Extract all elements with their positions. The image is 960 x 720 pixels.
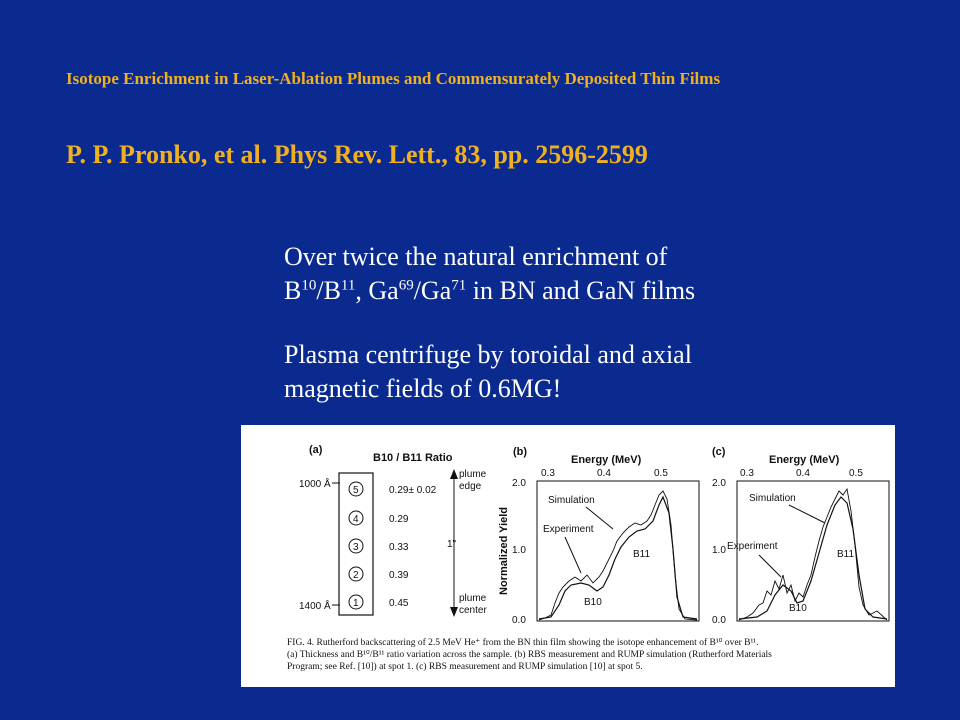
panel-c-b11-label: B11 bbox=[837, 549, 855, 560]
enrichment-point: Over twice the natural enrichment of $B^{10}/B^{11}$, Ga$^{69}$/Ga$^{71}$ in BN and GaN films bbox=[284, 242, 696, 305]
plume-center-1: plume bbox=[459, 593, 487, 604]
b-y-2.0: 2.0 bbox=[512, 478, 526, 489]
caption-line-3: Program; see Ref. [10]) at spot 1. (c) RBS measurement and RUMP simulation [10] at spot 5. bbox=[287, 662, 643, 672]
caption-line-2: (a) Thickness and B¹⁰/B¹¹ ratio variation across the sample. (b) RBS measurement and RUMP simulation (Rutherford Materials bbox=[287, 650, 772, 660]
svg-text:0.29: 0.29 bbox=[389, 514, 409, 525]
svg-text:0.45: 0.45 bbox=[389, 598, 409, 609]
y-axis-label: Normalized Yield bbox=[498, 506, 510, 595]
spot-1 bbox=[349, 595, 409, 609]
spot-3 bbox=[349, 539, 409, 553]
svg-text:0.39: 0.39 bbox=[389, 570, 409, 581]
citation: P. P. Pronko, et al. Phys Rev. Lett., 83, pp. 2596-2599 bbox=[66, 140, 648, 169]
b-y-1.0: 1.0 bbox=[512, 545, 526, 556]
thickness-bottom: 1400 Å bbox=[299, 601, 331, 612]
panel-c-experiment-label: Experiment bbox=[727, 541, 778, 552]
panel-c-simulation-pointer bbox=[789, 505, 825, 523]
spot-2 bbox=[349, 567, 409, 581]
plume-edge-2: edge bbox=[459, 481, 482, 492]
panel-b-experiment-pointer bbox=[565, 537, 581, 573]
svg-text:4: 4 bbox=[353, 514, 359, 525]
panel-b-energy-title: Energy (MeV) bbox=[571, 454, 642, 466]
panel-c-experiment-pointer bbox=[759, 555, 781, 577]
panel-c-experiment-curve bbox=[739, 489, 887, 620]
paper-figure bbox=[241, 425, 895, 687]
plume-arrow-up bbox=[450, 469, 458, 479]
c-energy-0.5: 0.5 bbox=[849, 468, 863, 479]
panel-b-experiment-label: Experiment bbox=[543, 524, 594, 535]
c-y-1.0: 1.0 bbox=[712, 545, 726, 556]
panel-b-b10-label: B10 bbox=[584, 597, 602, 608]
c-y-0.0: 0.0 bbox=[712, 615, 726, 626]
centrifuge-point bbox=[284, 338, 844, 406]
centrifuge-line-1: Plasma centrifuge by toroidal and axial bbox=[284, 340, 692, 369]
svg-text:5: 5 bbox=[353, 485, 359, 496]
plume-edge-1: plume bbox=[459, 469, 487, 480]
spot-5 bbox=[349, 482, 437, 496]
panel-b-label: (b) bbox=[513, 446, 528, 458]
svg-text:2: 2 bbox=[353, 570, 359, 581]
plume-arrow-down bbox=[450, 607, 458, 617]
caption-line-1: FIG. 4. Rutherford backscattering of 2.5 MeV He⁺ from the BN thin film showing the isotope enhancement of B¹⁰ over B¹¹. bbox=[287, 638, 759, 648]
panel-c-b10-label: B10 bbox=[789, 603, 807, 614]
b-y-0.0: 0.0 bbox=[512, 615, 526, 626]
slide-title: Isotope Enrichment in Laser-Ablation Plumes and Commensurately Deposited Thin Films bbox=[66, 69, 721, 88]
scale-label: 1" bbox=[447, 539, 457, 550]
svg-text:1: 1 bbox=[353, 598, 359, 609]
spot-4 bbox=[349, 511, 409, 525]
b-energy-0.5: 0.5 bbox=[654, 468, 668, 479]
panel-b-experiment-curve bbox=[539, 491, 697, 620]
enrichment-line-1: Over twice the natural enrichment of bbox=[284, 242, 668, 271]
panel-c-simulation-label: Simulation bbox=[749, 493, 796, 504]
centrifuge-line-2: magnetic fields of 0.6MG! bbox=[284, 374, 562, 403]
ratio-header: B10 / B11 Ratio bbox=[373, 452, 453, 464]
svg-text:0.29± 0.02: 0.29± 0.02 bbox=[389, 485, 437, 496]
figure-graphic bbox=[241, 425, 895, 687]
b-energy-0.3: 0.3 bbox=[541, 468, 555, 479]
plume-center-2: center bbox=[459, 605, 487, 616]
svg-text:3: 3 bbox=[353, 542, 359, 553]
thickness-top: 1000 Å bbox=[299, 479, 331, 490]
b-energy-0.4: 0.4 bbox=[597, 468, 611, 479]
panel-a-label: (a) bbox=[309, 444, 323, 456]
panel-c-energy-title: Energy (MeV) bbox=[769, 454, 840, 466]
panel-b-simulation-label: Simulation bbox=[548, 495, 595, 506]
panel-c-label: (c) bbox=[712, 446, 726, 458]
panel-b-b11-label: B11 bbox=[633, 549, 651, 560]
panel-c-simulation-curve bbox=[739, 497, 887, 619]
svg-text:0.33: 0.33 bbox=[389, 542, 409, 553]
c-energy-0.4: 0.4 bbox=[796, 468, 810, 479]
c-energy-0.3: 0.3 bbox=[740, 468, 754, 479]
c-y-2.0: 2.0 bbox=[712, 478, 726, 489]
